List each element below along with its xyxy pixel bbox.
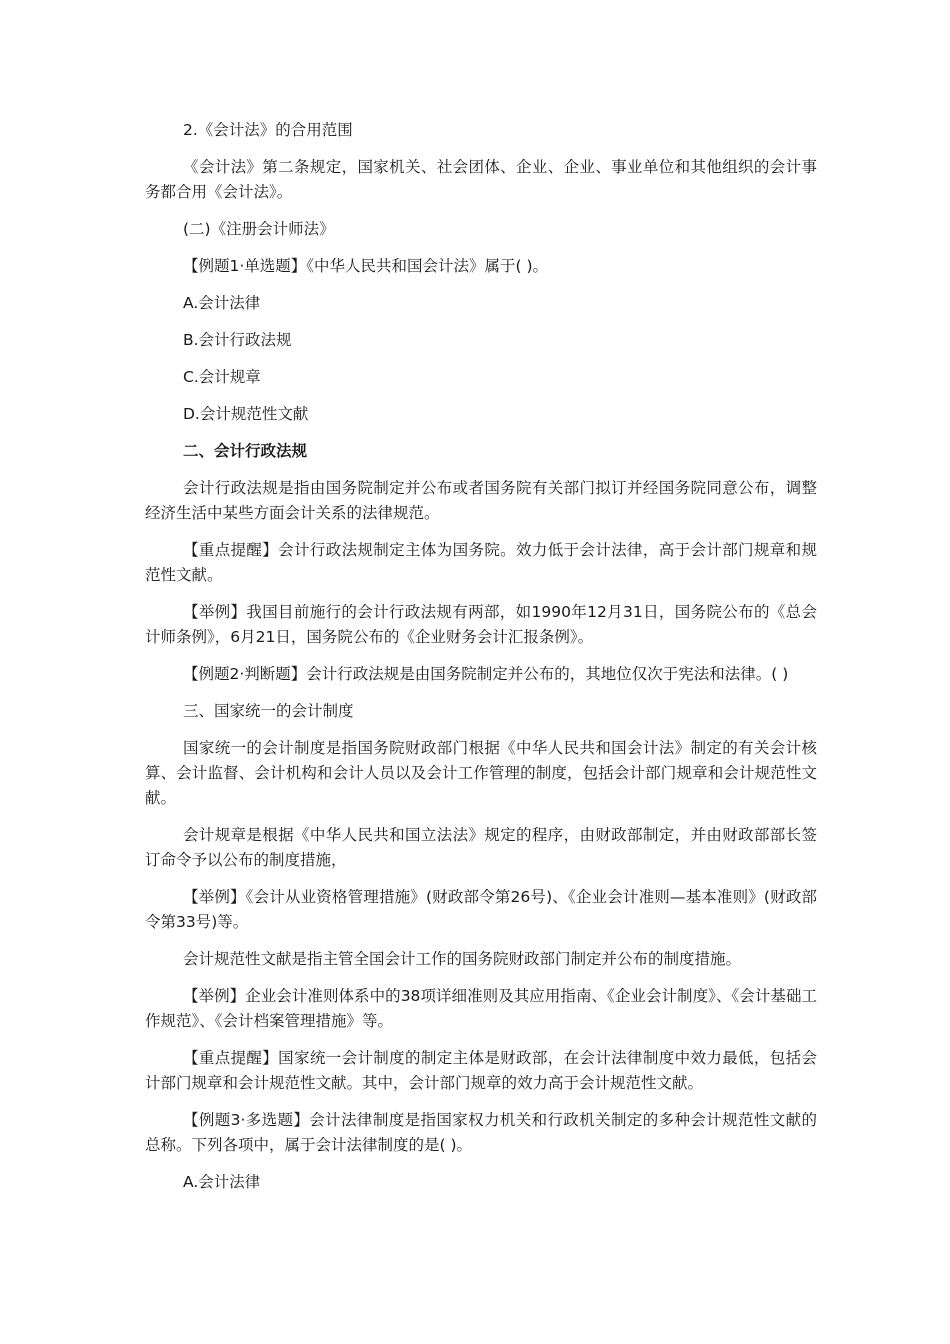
heading-cpa-law: (二)《注册会计师法》: [183, 220, 335, 238]
paragraph-example-admin: 【举例】我国目前施行的会计行政法规有两部，如1990年12月31日，国务院公布的《总会计师条例》，6月21日，国务院公布的《企业财务会计汇报条例》。: [145, 603, 817, 646]
heading-scope: 2.《会计法》的合用范围: [183, 121, 353, 139]
paragraph-normative-definition: 会计规范性文献是指主管全国会计工作的国务院财政部门制定并公布的制度措施。: [183, 950, 742, 968]
example-3-question: 【例题3·多选题】会计法律制度是指国家权力机关和行政机关制定的多种会计规范性文献的总称。下列各项中，属于会计法律制度的是( )。: [145, 1111, 817, 1154]
paragraph-rules-definition: 会计规章是根据《中华人民共和国立法法》规定的程序，由财政部制定，并由财政部部长签订命令予以公布的制度措施，: [145, 826, 817, 869]
paragraph-admin-definition: 会计行政法规是指由国务院制定并公布或者国务院有关部门拟订并经国务院同意公布，调整经济生活中某些方面会计关系的法律规范。: [145, 479, 817, 522]
section-heading-admin-regulations: 二、会计行政法规: [183, 442, 308, 460]
paragraph-example-rules: 【举例】《会计从业资格管理措施》(财政部令第26号)、《企业会计准则—基本准则》(财政部令第33号)等。: [145, 888, 817, 931]
section-heading-unified-system: 三、国家统一的会计制度: [183, 702, 354, 720]
example-1-option-c: C.会计规章: [183, 368, 261, 386]
example-1-option-a: A.会计法律: [183, 294, 261, 312]
paragraph-article-2: 《会计法》第二条规定，国家机关、社会团体、企业、企业、事业单位和其他组织的会计事务都合用《会计法》。: [145, 158, 817, 201]
paragraph-key-reminder-2: 【重点提醒】国家统一会计制度的制定主体是财政部，在会计法律制度中效力最低，包括会计部门规章和会计规范性文献。其中，会计部门规章的效力高于会计规范性文献。: [145, 1049, 817, 1092]
example-3-option-a: A.会计法律: [183, 1173, 261, 1191]
example-1-option-b: B.会计行政法规: [183, 331, 292, 349]
document-page: [145, 118, 817, 1207]
example-2-question: 【例题2·判断题】会计行政法规是由国务院制定并公布的，其地位仅次于宪法和法律。( ): [183, 665, 789, 683]
paragraph-unified-definition: 国家统一的会计制度是指国务院财政部门根据《中华人民共和国会计法》制定的有关会计核算、会计监督、会计机构和会计人员以及会计工作管理的制度，包括会计部门规章和会计规范性文献。: [145, 739, 817, 807]
paragraph-example-normative: 【举例】企业会计准则体系中的38项详细准则及其应用指南、《企业会计制度》、《会计基础工作规范》、《会计档案管理措施》等。: [145, 987, 817, 1030]
example-1-option-d: D.会计规范性文献: [183, 405, 309, 423]
paragraph-key-reminder-1: 【重点提醒】会计行政法规制定主体为国务院。效力低于会计法律，高于会计部门规章和规范性文献。: [145, 541, 817, 584]
example-1-question: 【例题1·单选题】《中华人民共和国会计法》属于( )。: [183, 257, 549, 275]
